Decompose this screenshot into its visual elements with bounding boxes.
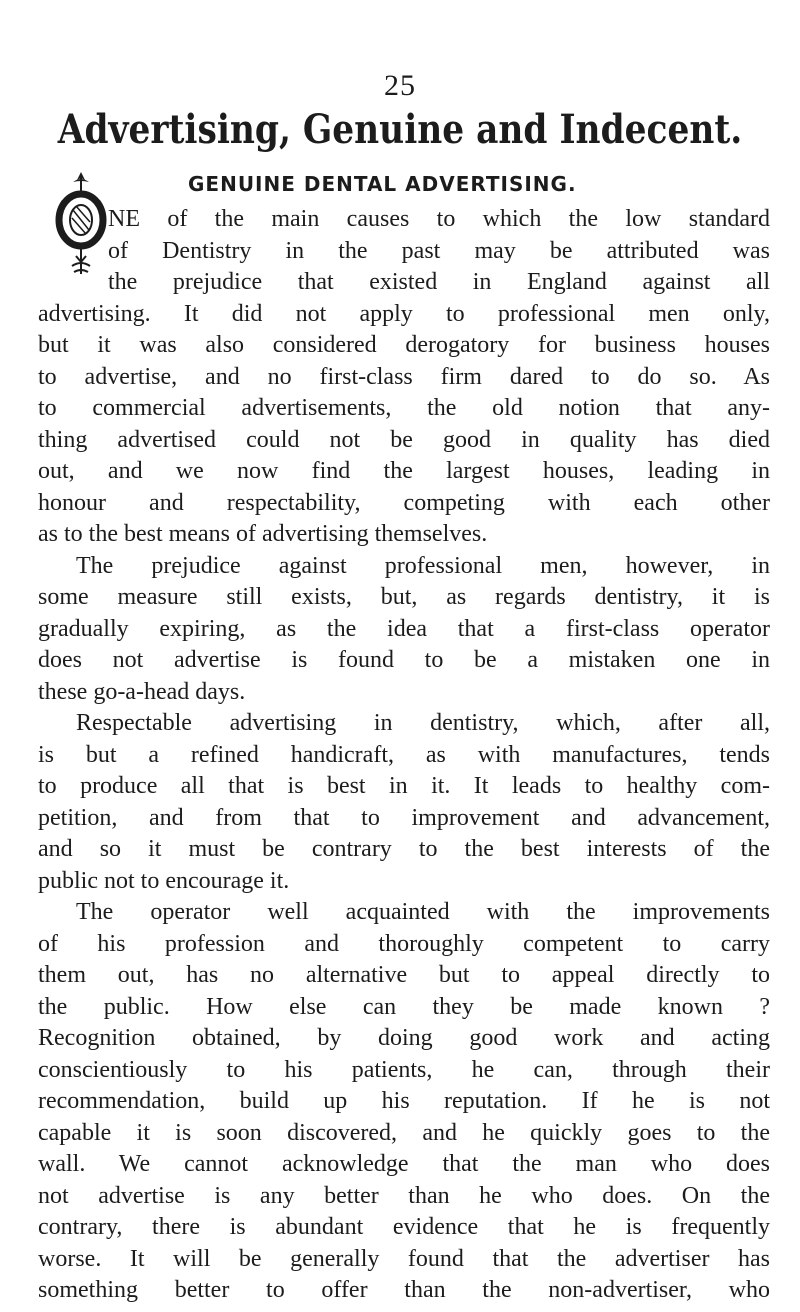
text-line: not advertise is any better than he who does. On the xyxy=(38,1182,770,1209)
text-line: Respectable advertising in dentistry, which, after all, xyxy=(76,710,770,736)
text-line: public not to encourage it. xyxy=(38,867,290,894)
text-line: of his profession and thoroughly competent to carry xyxy=(38,930,770,957)
text-line: thing advertised could not be good in quality has died xyxy=(38,426,770,453)
text-line: recommendation, build up his reputation. If he is not xyxy=(38,1088,770,1114)
text-line: gradually expiring, as the idea that a first-class operator xyxy=(38,615,770,642)
text-line: advertising. It did not apply to professional men only, xyxy=(38,300,770,327)
text-line: is but a refined handicraft, as with manufactures, tends xyxy=(38,741,770,768)
text-line: some measure still exists, but, as regards dentistry, it is xyxy=(38,584,770,610)
text-line: the prejudice that existed in England against all xyxy=(108,269,770,295)
text-line: The operator well acquainted with the improvements xyxy=(76,899,770,925)
text-line: of Dentistry in the past may be attributed was xyxy=(108,237,770,264)
text-line: something better to offer than the non-advertiser, who xyxy=(38,1277,770,1303)
text-line: to commercial advertisements, the old notion that any- xyxy=(38,395,770,421)
body-text xyxy=(38,204,770,1307)
text-line: The prejudice against professional men, however, in xyxy=(76,552,770,579)
text-line: them out, has no alternative but to appeal directly to xyxy=(38,962,770,988)
chapter-title: Advertising, Genuine and Indecent. xyxy=(57,106,743,153)
text-line: wall. We cannot acknowledge that the man who does xyxy=(38,1151,770,1177)
text-line: out, and we now find the largest houses, leading in xyxy=(38,458,770,484)
text-line: petition, and from that to improvement and advancement, xyxy=(38,804,770,831)
text-line: contrary, there is abundant evidence that he is frequently xyxy=(38,1214,770,1240)
text-line: Recognition obtained, by doing good work and acting xyxy=(38,1025,770,1051)
text-line: capable it is soon discovered, and he quickly goes to the xyxy=(38,1119,770,1146)
page-number: 25 xyxy=(384,69,416,102)
text-line: these go-a-head days. xyxy=(38,678,246,705)
text-line: does not advertise is found to be a mistaken one in xyxy=(38,647,770,673)
section-subtitle: GENUINE DENTAL ADVERTISING. xyxy=(188,172,577,196)
text-line: the public. How else can they be made known ? xyxy=(38,993,770,1020)
text-line: as to the best means of advertising themselves. xyxy=(38,521,488,547)
text-line: worse. It will be generally found that the advertiser has xyxy=(38,1245,770,1272)
text-line: honour and respectability, competing with each other xyxy=(38,489,770,516)
text-line: NE of the main causes to which the low standard xyxy=(108,206,770,232)
text-line: and so it must be contrary to the best interests of the xyxy=(38,836,770,862)
text-line: to advertise, and no first-class firm dared to do so. As xyxy=(38,363,770,390)
text-line: but it was also considered derogatory for business houses xyxy=(38,332,770,358)
text-line: to produce all that is best in it. It leads to healthy com- xyxy=(38,773,770,799)
text-line: conscientiously to his patients, he can, through their xyxy=(38,1056,770,1083)
